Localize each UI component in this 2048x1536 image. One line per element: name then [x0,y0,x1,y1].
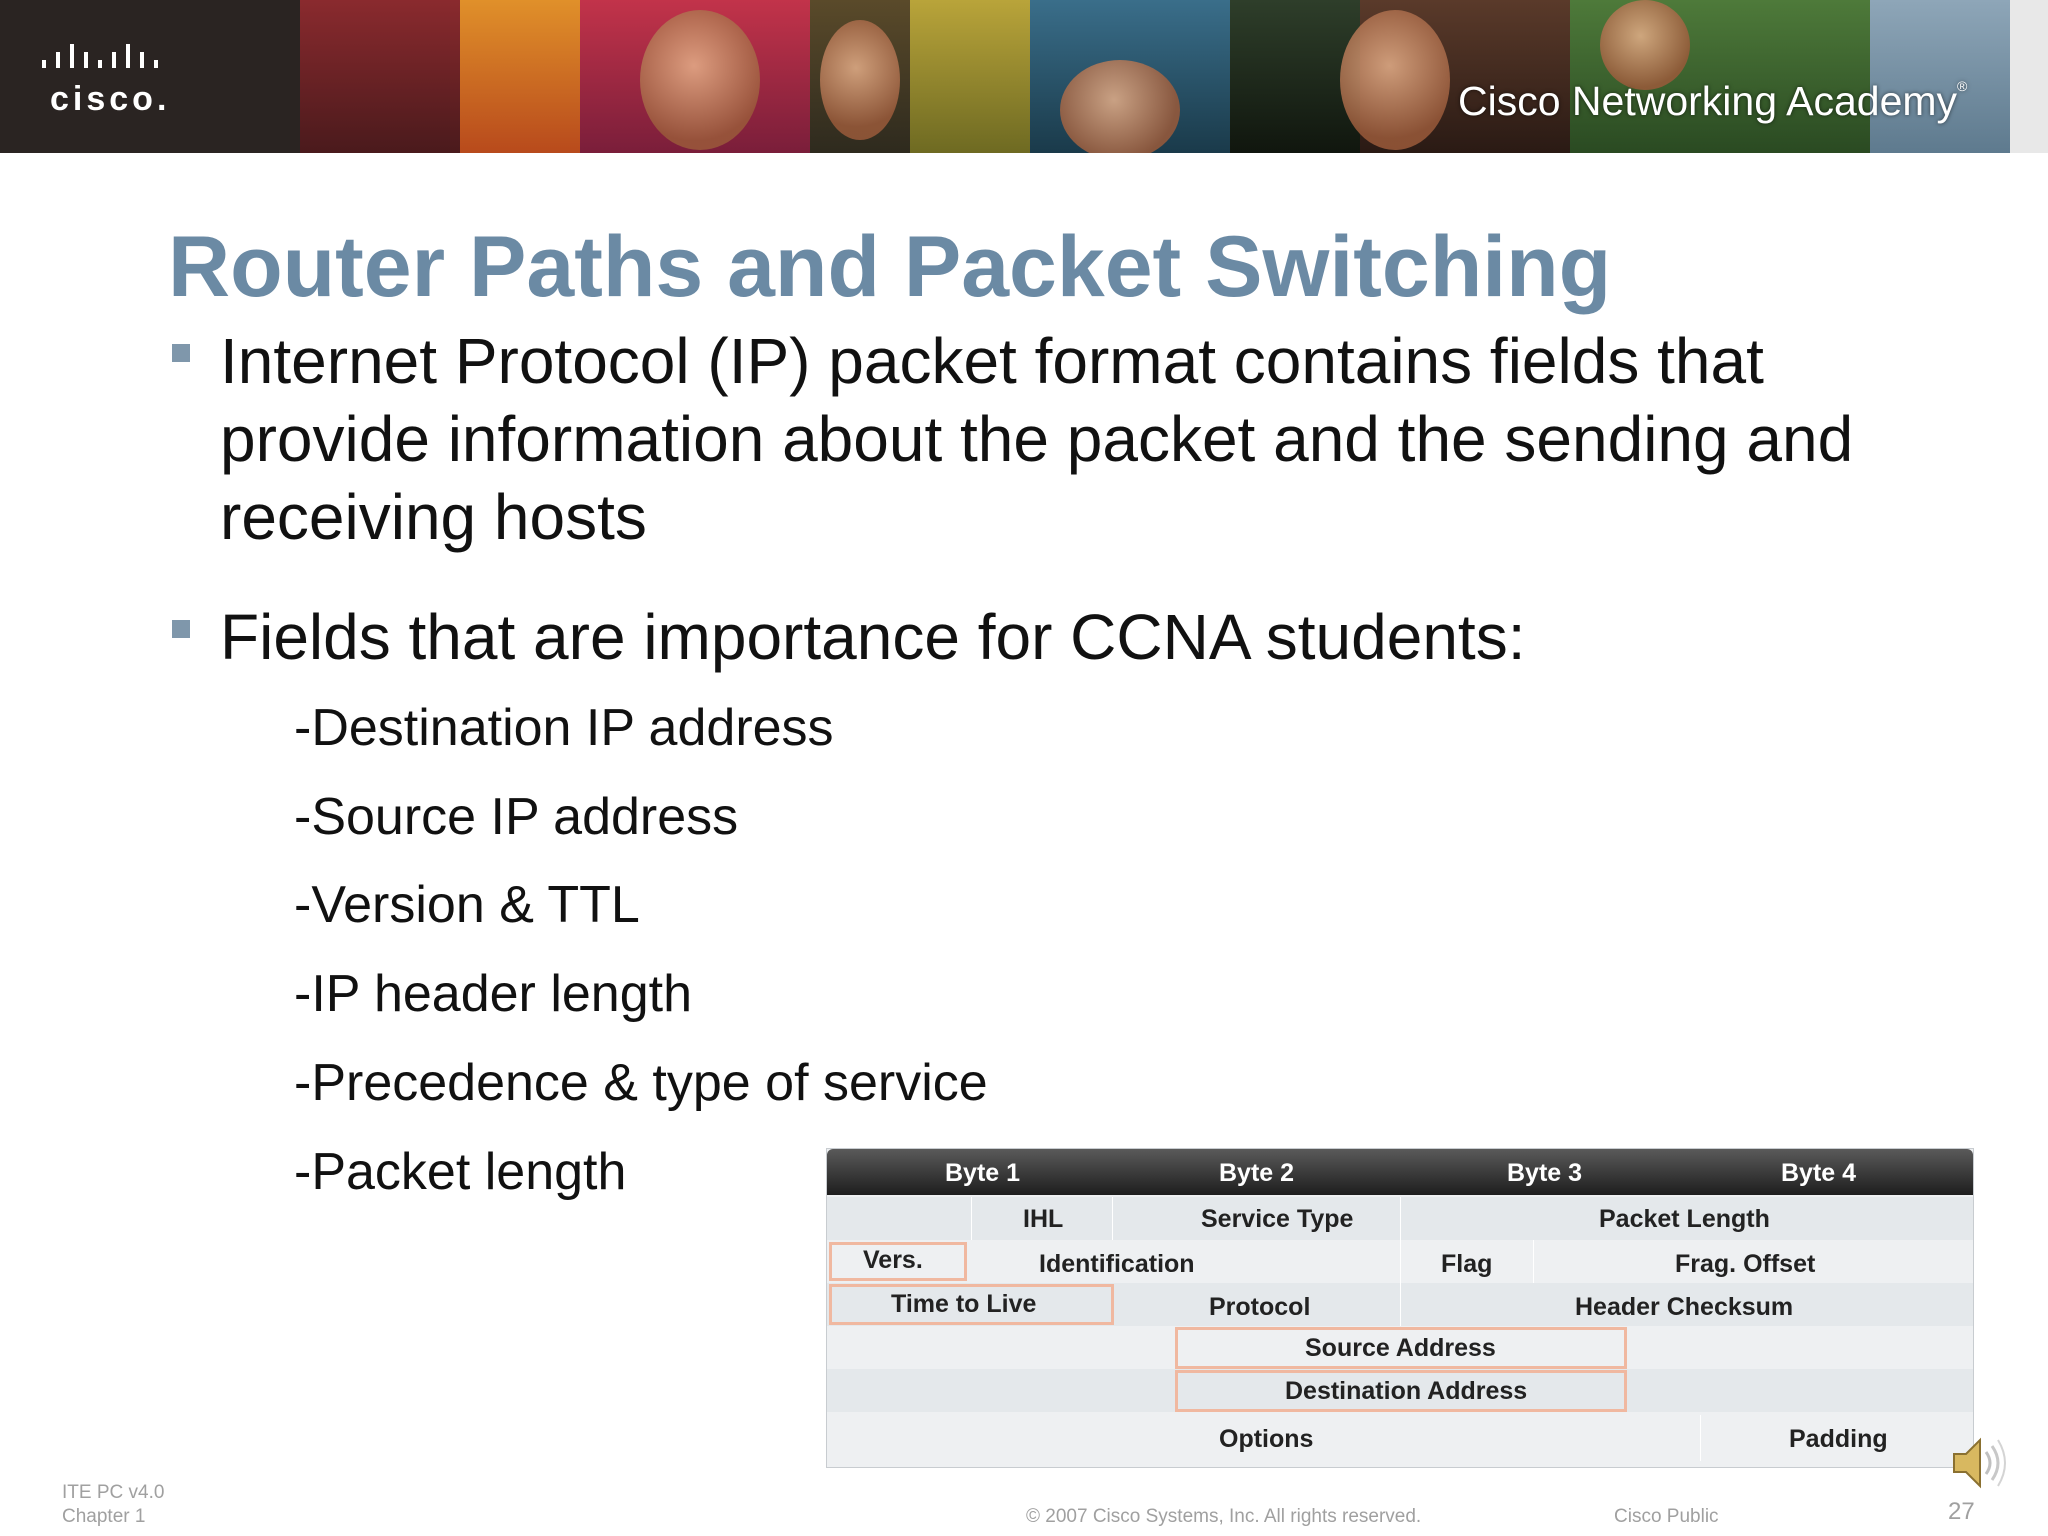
footer-chapter: Chapter 1 [62,1506,146,1527]
field-identification: Identification [1039,1250,1195,1278]
field-destination-address: Destination Address [1285,1377,1528,1405]
field-service-type: Service Type [1201,1205,1354,1233]
speaker-icon[interactable] [1948,1432,2012,1494]
bullet-item [168,598,1888,676]
bullet-text: Internet Protocol (IP) packet format contains fields that provide information about the packet and the sending and receiving hosts [220,325,1854,553]
sub-item: -Precedence & type of service [294,1054,988,1112]
sub-item: -IP header length [294,965,692,1023]
banner-photo-strip [2010,0,2048,153]
byte-label: Byte 4 [1781,1159,1857,1187]
packet-row [827,1415,1973,1458]
field-version: Vers. [863,1246,923,1274]
header-banner [0,0,2048,153]
footer-copyright: © 2007 Cisco Systems, Inc. All rights reserved. [1026,1506,1422,1527]
field-packet-length: Packet Length [1599,1205,1770,1233]
bullet-square-icon [172,620,190,638]
packet-row [827,1283,1973,1326]
sub-item: -Destination IP address [294,699,834,757]
page-number: 27 [1948,1498,1975,1525]
byte-label: Byte 2 [1219,1159,1295,1187]
sub-item: -Source IP address [294,788,739,846]
field-source-address: Source Address [1305,1334,1496,1362]
banner-face [820,20,900,140]
packet-row [827,1369,1973,1412]
banner-photo-strip [1870,0,2010,153]
field-fragment-offset: Frag. Offset [1675,1250,1816,1278]
packet-row [827,1240,1973,1283]
banner-face [1060,60,1180,153]
banner-face [640,10,760,150]
field-padding: Padding [1789,1425,1888,1453]
byte-header-row [827,1149,1973,1195]
bullet-square-icon [172,344,190,362]
packet-row [827,1326,1973,1369]
banner-photo-strip [460,0,580,153]
byte-label: Byte 1 [945,1159,1021,1187]
banner-face [1600,0,1690,90]
field-options: Options [1219,1425,1314,1453]
banner-photo-strip [300,0,460,153]
cisco-wordmark: cisco. [50,80,171,118]
sub-item: -Version & TTL [294,876,640,934]
bullet-text: Fields that are importance for CCNA students: [220,601,1526,673]
academy-title: Cisco Networking Academy® [1458,78,1968,124]
field-protocol: Protocol [1209,1293,1311,1321]
field-time-to-live: Time to Live [891,1290,1037,1318]
footer-course: ITE PC v4.0 [62,1482,165,1503]
banner-photo-strip [910,0,1030,153]
byte-label: Byte 3 [1507,1159,1583,1187]
ip-packet-diagram [826,1148,1974,1468]
footer-classification: Cisco Public [1614,1506,1719,1527]
bullet-item [168,322,1888,556]
sub-item: -Packet length [294,1143,627,1201]
slide-title: Router Paths and Packet Switching [168,219,1612,315]
field-ihl: IHL [1023,1205,1064,1233]
field-flag: Flag [1441,1250,1493,1278]
banner-face [1340,10,1450,150]
field-header-checksum: Header Checksum [1575,1293,1794,1321]
packet-row [827,1197,1973,1240]
